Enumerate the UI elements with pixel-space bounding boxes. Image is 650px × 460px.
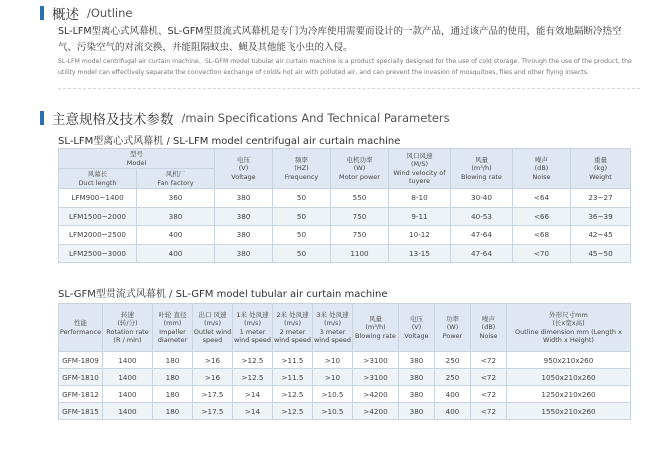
table-cell: >17.5 bbox=[193, 403, 233, 420]
header-zh: 功率 bbox=[446, 314, 459, 323]
table-cell: 1050x210x260 bbox=[507, 369, 631, 386]
header-zh: 叶轮 直径 bbox=[158, 310, 187, 319]
header-cell bbox=[451, 149, 513, 189]
table-cell: 47-64 bbox=[451, 226, 513, 245]
table-cell: 10-12 bbox=[389, 226, 451, 245]
header-en: Rotation rate (R / min) bbox=[106, 327, 149, 344]
header-zh: 风机厂 bbox=[165, 170, 186, 179]
table-cell: GFM-1809 bbox=[59, 352, 103, 369]
table-cell: >14 bbox=[233, 386, 273, 403]
header-zh: 出口 风速 bbox=[198, 310, 227, 319]
table-cell: 400 bbox=[137, 226, 215, 245]
table-cell: GFM-1812 bbox=[59, 386, 103, 403]
header-cell bbox=[137, 169, 215, 189]
outline-paragraph-zh: SL-LFM型离心式风幕机、SL-GFM型贯流式风幕机是专门为冷库使用需要而设计的一款产品，通过该产品的使用，能有效地隔断冷热空气、污染空气的对流交换，并能阻隔蚊虫、蝇及其他能飞小虫的入侵。 bbox=[58, 26, 622, 53]
table-cell: >14 bbox=[233, 403, 273, 420]
table-cell: 400 bbox=[435, 403, 471, 420]
header-cell bbox=[273, 149, 331, 189]
table-cell: 30-40 bbox=[451, 189, 513, 208]
table-cell: 1100 bbox=[331, 244, 389, 263]
header-en: Duct length bbox=[78, 178, 117, 187]
header-unit: (m/s) bbox=[244, 319, 261, 328]
specs-title-en: /main Specifications And Technical Parameters bbox=[181, 111, 450, 125]
outline-title-zh: 概述 bbox=[52, 7, 79, 23]
table-cell: 50 bbox=[273, 189, 331, 208]
table-cell: GFM-1810 bbox=[59, 369, 103, 386]
header-unit: (转/分) bbox=[117, 319, 138, 328]
header-zh: 转速 bbox=[121, 310, 134, 319]
header-cell bbox=[153, 304, 193, 352]
header-model bbox=[59, 149, 215, 169]
header-en: 3 meter wind speed bbox=[313, 327, 352, 344]
header-row bbox=[59, 149, 631, 169]
table-row bbox=[59, 403, 631, 420]
table-cell: >12.5 bbox=[233, 352, 273, 369]
header-unit: (m/s) bbox=[204, 319, 221, 328]
table-cell: >4200 bbox=[353, 386, 399, 403]
table-cell: 250 bbox=[435, 369, 471, 386]
header-cell bbox=[313, 304, 353, 352]
header-zh: 型号 bbox=[130, 150, 143, 159]
header-zh: 电机功率 bbox=[346, 155, 373, 164]
table1-title: SL-LFM型离心式风幕机 / SL-LFM model centrifugal air curtain machine bbox=[58, 136, 401, 147]
table-cell: 250 bbox=[435, 352, 471, 369]
header-cell bbox=[435, 304, 471, 352]
table-cell: 1250x210x260 bbox=[507, 386, 631, 403]
header-en: Blowing rate bbox=[355, 331, 396, 340]
table-cell: 750 bbox=[331, 226, 389, 245]
table-cell: >11.5 bbox=[273, 369, 313, 386]
header-cell bbox=[59, 304, 103, 352]
table-row bbox=[59, 189, 631, 208]
outline-heading bbox=[40, 3, 132, 23]
table-cell: >16 bbox=[193, 369, 233, 386]
table-cell: 36~39 bbox=[571, 207, 631, 226]
table-cell: 380 bbox=[399, 369, 435, 386]
table-cell: LFM1500~2000 bbox=[59, 207, 137, 226]
table-cell: 8-10 bbox=[389, 189, 451, 208]
table-cell: 380 bbox=[399, 386, 435, 403]
table-cell: 1400 bbox=[103, 369, 153, 386]
header-zh: 2米 处风速 bbox=[276, 310, 309, 319]
header-zh: 电压 bbox=[410, 314, 423, 323]
header-unit: (mm) bbox=[163, 319, 182, 328]
table-row bbox=[59, 386, 631, 403]
header-en: Noise bbox=[479, 331, 498, 340]
header-unit: (m³/h) bbox=[471, 164, 492, 173]
header-en: Model bbox=[126, 158, 147, 167]
table-cell: 45~50 bbox=[571, 244, 631, 263]
table-cell: 50 bbox=[273, 226, 331, 245]
header-en: Motor power bbox=[339, 172, 380, 181]
table-cell: 400 bbox=[435, 386, 471, 403]
header-zh: 频率 bbox=[295, 155, 308, 164]
header-zh: 性能 bbox=[74, 319, 87, 328]
divider bbox=[58, 88, 640, 89]
table-cell: 47-64 bbox=[451, 244, 513, 263]
table-cell: 180 bbox=[153, 352, 193, 369]
table2-title: SL-GFM型贯流式风幕机 / SL-GFM model tubular air curtain machine bbox=[58, 289, 388, 300]
header-cell bbox=[399, 304, 435, 352]
table-cell: >12.5 bbox=[273, 386, 313, 403]
table-cell: 180 bbox=[153, 386, 193, 403]
outline-paragraph-en: SL-LFM model centrifugal air curtain machine、SL-GFM model tubular air curtain machine is a product specially designed for the use of cold storage. Through the use of the product, the utility model can effectively separate the convection exchange of cold& hot air with polluted air, and can prevent the invasion of mosquitoes, flies and other flying insects. bbox=[58, 58, 632, 76]
header-cell bbox=[571, 149, 631, 189]
header-unit: (m/s) bbox=[284, 319, 301, 328]
header-cell bbox=[103, 304, 153, 352]
header-unit: (M/S) bbox=[411, 160, 428, 169]
table-row bbox=[59, 226, 631, 245]
table-cell: 360 bbox=[137, 189, 215, 208]
gfm-spec-table bbox=[58, 303, 631, 420]
table-cell: >10 bbox=[313, 352, 353, 369]
table-cell: >10 bbox=[313, 369, 353, 386]
table-cell: 42~45 bbox=[571, 226, 631, 245]
table-row bbox=[59, 352, 631, 369]
table-cell: <72 bbox=[471, 369, 507, 386]
header-en: Blowing rate bbox=[461, 172, 502, 181]
table-cell: >12.5 bbox=[273, 403, 313, 420]
header-unit: (W) bbox=[446, 323, 459, 332]
table-row bbox=[59, 207, 631, 226]
header-en: Fan factory bbox=[157, 178, 194, 187]
header-en: Outline dimension mm (Length x Width x Height) bbox=[515, 327, 622, 344]
header-cell bbox=[331, 149, 389, 189]
header-en: Outlet wind speed bbox=[193, 327, 232, 344]
table-cell: >10.5 bbox=[313, 386, 353, 403]
table-cell: <70 bbox=[513, 244, 571, 263]
header-cell bbox=[193, 304, 233, 352]
table-cell: >11.5 bbox=[273, 352, 313, 369]
table-cell: LFM2500~3000 bbox=[59, 244, 137, 263]
header-en: 2 meter wind speed bbox=[273, 327, 312, 344]
table-cell: 50 bbox=[273, 207, 331, 226]
table-cell: 400 bbox=[137, 244, 215, 263]
table-cell: >4200 bbox=[353, 403, 399, 420]
table-cell: GFM-1815 bbox=[59, 403, 103, 420]
header-en: 1 meter wind speed bbox=[233, 327, 272, 344]
section-marker bbox=[40, 111, 44, 125]
table-cell: >3100 bbox=[353, 369, 399, 386]
header-zh: 噪声 bbox=[482, 314, 495, 323]
header-cell bbox=[513, 149, 571, 189]
header-en: Power bbox=[442, 331, 463, 340]
header-zh: 风量 bbox=[475, 155, 488, 164]
header-unit: (m/s) bbox=[324, 319, 341, 328]
lfm-spec-table bbox=[58, 148, 631, 263]
table-cell: 1400 bbox=[103, 403, 153, 420]
header-unit: (kg) bbox=[594, 164, 607, 173]
table-cell: 380 bbox=[215, 244, 273, 263]
header-unit: (W) bbox=[353, 164, 366, 173]
table-cell: <64 bbox=[513, 189, 571, 208]
header-unit: (m³/h) bbox=[365, 323, 386, 332]
header-en: Noise bbox=[532, 172, 551, 181]
table-cell: >12.5 bbox=[233, 369, 273, 386]
outline-title-en: /Outline bbox=[87, 6, 133, 20]
table-cell: 23~27 bbox=[571, 189, 631, 208]
header-unit: (V) bbox=[238, 164, 249, 173]
table-cell: >17.5 bbox=[193, 386, 233, 403]
table-cell: 1400 bbox=[103, 386, 153, 403]
table-cell: >16 bbox=[193, 352, 233, 369]
specs-title-zh: 主意规格及技术参数 bbox=[52, 112, 174, 128]
table-cell: >10.5 bbox=[313, 403, 353, 420]
header-unit: (HZ) bbox=[294, 164, 309, 173]
header-zh: 重量 bbox=[594, 155, 607, 164]
table-cell: 180 bbox=[153, 403, 193, 420]
header-en: Voltage bbox=[404, 331, 429, 340]
table-cell: 180 bbox=[153, 369, 193, 386]
header-zh: 电压 bbox=[237, 155, 250, 164]
table-cell: <66 bbox=[513, 207, 571, 226]
header-zh: 风幕长 bbox=[87, 170, 108, 179]
header-unit: (dB) bbox=[481, 323, 496, 332]
table-cell: 380 bbox=[215, 207, 273, 226]
header-cell bbox=[471, 304, 507, 352]
specs-heading bbox=[40, 108, 450, 128]
header-cell bbox=[215, 149, 273, 189]
section-marker bbox=[40, 6, 44, 20]
header-zh: 噪声 bbox=[535, 155, 548, 164]
table-cell: 750 bbox=[331, 207, 389, 226]
table-cell: <72 bbox=[471, 386, 507, 403]
header-zh: 1米 处风速 bbox=[236, 310, 269, 319]
header-unit: (长x宽x高) bbox=[552, 319, 585, 328]
table-cell: 550 bbox=[331, 189, 389, 208]
table-cell: 380 bbox=[215, 189, 273, 208]
header-zh: 3米 处风速 bbox=[316, 310, 349, 319]
table-cell: 380 bbox=[137, 207, 215, 226]
table-cell: 1550x210x260 bbox=[507, 403, 631, 420]
header-unit: (V) bbox=[411, 323, 422, 332]
table-cell: 380 bbox=[215, 226, 273, 245]
table-cell: 40-53 bbox=[451, 207, 513, 226]
header-cell bbox=[507, 304, 631, 352]
table-cell: 1400 bbox=[103, 352, 153, 369]
header-zh: 外形尺寸mm bbox=[549, 310, 588, 319]
table-row bbox=[59, 369, 631, 386]
table-row bbox=[59, 244, 631, 263]
table-cell: LFM2000~2500 bbox=[59, 226, 137, 245]
table-cell: 9-11 bbox=[389, 207, 451, 226]
header-en: Wind velocity of tuyere bbox=[393, 168, 446, 185]
table-cell: 950x210x260 bbox=[507, 352, 631, 369]
header-cell bbox=[59, 169, 137, 189]
header-zh: 风口风速 bbox=[406, 151, 433, 160]
table-cell: LFM900~1400 bbox=[59, 189, 137, 208]
header-zh: 风量 bbox=[369, 314, 382, 323]
table-cell: <68 bbox=[513, 226, 571, 245]
table-cell: 13-15 bbox=[389, 244, 451, 263]
table-cell: 380 bbox=[399, 352, 435, 369]
header-en: Performance bbox=[59, 327, 102, 336]
header-en: Impeller diameter bbox=[157, 327, 188, 344]
table-cell: 50 bbox=[273, 244, 331, 263]
header-en: Weight bbox=[589, 172, 612, 181]
header-row bbox=[59, 304, 631, 352]
header-cell bbox=[389, 149, 451, 189]
table-cell: >3100 bbox=[353, 352, 399, 369]
header-cell bbox=[353, 304, 399, 352]
table-cell: 380 bbox=[399, 403, 435, 420]
header-en: Voltage bbox=[231, 172, 256, 181]
header-unit: (dB) bbox=[534, 164, 549, 173]
header-cell bbox=[273, 304, 313, 352]
header-cell bbox=[233, 304, 273, 352]
header-en: Frequency bbox=[284, 172, 319, 181]
table-cell: <72 bbox=[471, 352, 507, 369]
table-cell: <72 bbox=[471, 403, 507, 420]
